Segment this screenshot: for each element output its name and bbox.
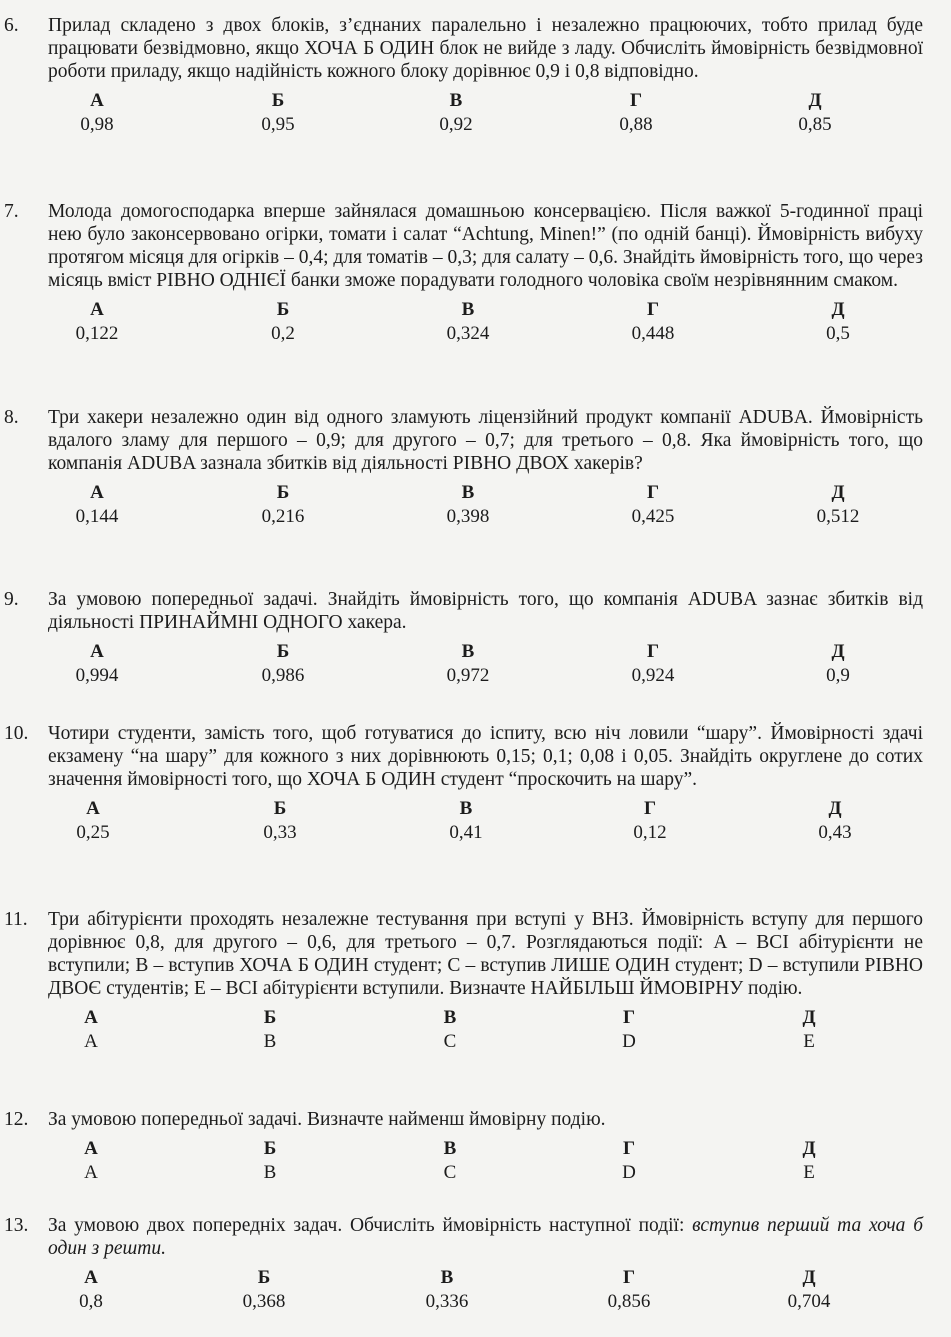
option-e[interactable] [793,481,883,529]
question-6 [0,14,951,141]
question-text [4,588,923,634]
option-letter: Г [629,90,643,111]
option-c[interactable] [402,1266,492,1314]
option-value: 0,512 [816,506,860,527]
option-letter: Б [273,798,287,819]
option-value: B [263,1162,277,1183]
option-value: 0,986 [261,665,305,686]
question-number: 8. [4,407,19,428]
option-value: B [263,1031,277,1052]
option-e[interactable] [793,298,883,346]
question-11 [0,908,951,1058]
option-letter: Б [263,1007,277,1028]
option-value: 0,8 [79,1291,103,1312]
option-a[interactable] [52,481,142,529]
option-b[interactable] [238,298,328,346]
option-value: 0,144 [75,506,119,527]
option-letter: В [461,482,475,503]
option-letter: Г [646,482,660,503]
option-value: E [803,1031,815,1052]
option-letter: В [459,798,473,819]
option-value: E [803,1162,815,1183]
option-b[interactable] [238,481,328,529]
option-letter: В [440,1267,454,1288]
option-letter: В [443,1007,457,1028]
question-text [4,1214,923,1260]
option-value: 0,972 [446,665,490,686]
question-number: 9. [4,589,19,610]
option-value: 0,41 [449,822,483,843]
question-body: Прилад складено з двох блоків, з’єднаних паралельно і незалежно працюючих, тобто прилад буде працювати безвідмовно, якщо ХОЧА Б ОДИН блок не вийде з ладу. Обчисліть ймовірність безвідмовної роботи приладу, якщо надійність кожного блоку дорівнює 0,9 і 0,8 відповідно. [48,15,923,82]
option-letter: В [443,1138,457,1159]
answer-options [0,481,951,533]
option-value: 0,33 [263,822,297,843]
answer-options [0,1137,951,1189]
option-value: 0,856 [607,1291,651,1312]
option-letter: Г [646,299,660,320]
option-d[interactable] [608,640,698,688]
option-value: 0,98 [80,114,114,135]
option-value: A [84,1031,98,1052]
answer-options [0,640,951,692]
option-value: 0,994 [75,665,119,686]
option-b[interactable] [233,89,323,137]
option-letter: Г [622,1007,636,1028]
option-letter: Б [263,1138,277,1159]
option-value: 0,216 [261,506,305,527]
question-text [4,200,924,292]
option-letter: Б [271,90,285,111]
question-number: 11. [4,909,28,930]
option-value: 0,95 [261,114,295,135]
option-value: 0,122 [75,323,119,344]
question-number: 6. [4,15,19,36]
option-value: 0,25 [76,822,110,843]
option-letter: А [84,1138,98,1159]
option-b[interactable] [225,1006,315,1054]
option-value: 0,5 [826,323,850,344]
answer-options [0,89,951,141]
option-letter: А [84,1267,98,1288]
option-letter: Г [622,1138,636,1159]
question-7 [0,200,951,350]
question-number: 7. [4,201,19,222]
option-a[interactable] [46,1137,136,1185]
option-letter: Д [802,1007,816,1028]
option-value: 0,924 [631,665,675,686]
option-a[interactable] [52,640,142,688]
option-a[interactable] [52,298,142,346]
option-e[interactable] [764,1137,854,1185]
option-value: D [622,1162,636,1183]
answer-options [0,1266,951,1318]
option-b[interactable] [225,1137,315,1185]
option-e[interactable] [764,1006,854,1054]
option-b[interactable] [235,797,325,845]
question-body: Чотири студенти, замість того, щоб готуватися до іспиту, всю ніч ловили “шару”. Ймовірності здачі екзамену “на шару” для кожного з них дорівнюють 0,15; 0,1; 0,08 і 0,05. Знайдіть округлене до сотих значення ймовірності того, що ХОЧА Б ОДИН студент “проскочить на шару”. [48,723,923,790]
question-text [4,14,923,83]
question-text [4,1108,923,1131]
option-letter: Д [831,482,845,503]
question-italic-part: вступив перший та хоча б один з решти. [48,1215,923,1259]
option-value: D [622,1031,636,1052]
option-letter: А [90,90,104,111]
option-letter: А [90,641,104,662]
option-value: 0,85 [798,114,832,135]
option-e[interactable] [790,797,880,845]
option-letter: Г [646,641,660,662]
option-letter: Г [622,1267,636,1288]
option-value: 0,43 [818,822,852,843]
option-value: C [443,1162,457,1183]
answer-options [0,298,951,350]
option-e[interactable] [764,1266,854,1314]
option-letter: Б [276,641,290,662]
question-body: За умовою попередньої задачі. Визначте найменш ймовірну подію. [48,1109,606,1130]
option-value: A [84,1162,98,1183]
option-value: 0,9 [826,665,850,686]
option-c[interactable] [405,1006,495,1054]
option-a[interactable] [52,89,142,137]
question-13 [0,1214,951,1318]
option-letter: В [461,641,475,662]
option-letter: Б [257,1267,271,1288]
option-letter: Б [276,482,290,503]
option-value: 0,704 [787,1291,831,1312]
option-d[interactable] [584,1006,674,1054]
question-text [4,722,923,791]
option-value: 0,92 [439,114,473,135]
option-d[interactable] [608,298,698,346]
option-value: 0,2 [271,323,295,344]
question-body: Три хакери незалежно один від одного зламують ліцензійний продукт компанії ADUBA. Ймовірність вдалого зламу для першого – 0,9; для другого – 0,7; для третього – 0,8. Яка ймовірність того, що компанія ADUBA зазнала збитків від діяльності РІВНО ДВОХ хакерів? [48,407,923,474]
question-body: Молода домогосподарка вперше зайнялася домашньою консервацією. Після важкої 5-годинної праці нею було законсервовано огірки, томати і салат “Achtung, Minen!” (по одній банці). Ймовірність вибуху протягом місяця для огірків – 0,4; для томатів – 0,3; для салату – 0,6. Знайдіть ймовірність того, що через місяць вміст РІВНО ОДНІЄЇ банки зможе порадувати голодного чоловіка своїм незрівнянним смаком. [48,201,924,291]
option-value: 0,425 [631,506,675,527]
option-a[interactable] [46,1266,136,1314]
option-value: 0,88 [619,114,653,135]
option-d[interactable] [608,481,698,529]
option-letter: А [90,482,104,503]
answer-options [0,1006,951,1058]
question-body: За умовою двох попередніх задач. Обчисліть ймовірність наступної події: [48,1215,685,1236]
question-number: 12. [4,1109,29,1130]
question-body: Три абітурієнти проходять незалежне тестування при вступі у ВНЗ. Ймовірність вступу для першого дорівнює 0,8, для другого – 0,6, для третього – 0,7. Розглядаються події: A – ВСІ абітурієнти не вступили; B – вступив ХОЧА Б ОДИН студент; C – вступив ЛИШЕ ОДИН студент; D – вступили РІВНО ДВОЄ студентів; E – ВСІ абітурієнти вступили. Визначте НАЙБІЛЬШ ЙМОВІРНУ подію. [48,909,923,999]
option-a[interactable] [48,797,138,845]
option-value: 0,324 [446,323,490,344]
option-b[interactable] [238,640,328,688]
answer-options [0,797,951,849]
option-value: 0,448 [631,323,675,344]
option-letter: Д [808,90,822,111]
question-text [4,406,923,475]
option-value: 0,368 [242,1291,286,1312]
option-a[interactable] [46,1006,136,1054]
option-value: 0,398 [446,506,490,527]
option-letter: Д [828,798,842,819]
option-letter: Б [276,299,290,320]
question-10 [0,722,951,849]
question-8 [0,406,951,533]
option-letter: В [449,90,463,111]
question-text [4,908,923,1000]
option-value: 0,336 [425,1291,469,1312]
question-number: 10. [4,723,29,744]
question-body: За умовою попередньої задачі. Знайдіть ймовірність того, що компанія ADUBA зазнає збитків від діяльності ПРИНАЙМНІ ОДНОГО хакера. [48,589,923,633]
option-letter: Д [831,641,845,662]
option-c[interactable] [421,797,511,845]
option-value: C [443,1031,457,1052]
option-letter: Д [802,1138,816,1159]
question-number: 13. [4,1215,29,1236]
option-letter: А [90,299,104,320]
question-12 [0,1108,951,1189]
option-e[interactable] [793,640,883,688]
option-c[interactable] [423,640,513,688]
question-9 [0,588,951,692]
option-e[interactable] [770,89,860,137]
option-value: 0,12 [633,822,667,843]
option-c[interactable] [423,481,513,529]
option-d[interactable] [584,1137,674,1185]
option-letter: Д [802,1267,816,1288]
option-c[interactable] [423,298,513,346]
option-c[interactable] [411,89,501,137]
option-letter: Д [831,299,845,320]
option-d[interactable] [584,1266,674,1314]
option-letter: Г [643,798,657,819]
option-b[interactable] [219,1266,309,1314]
option-d[interactable] [591,89,681,137]
option-c[interactable] [405,1137,495,1185]
option-letter: А [86,798,100,819]
option-letter: В [461,299,475,320]
option-d[interactable] [605,797,695,845]
option-letter: А [84,1007,98,1028]
